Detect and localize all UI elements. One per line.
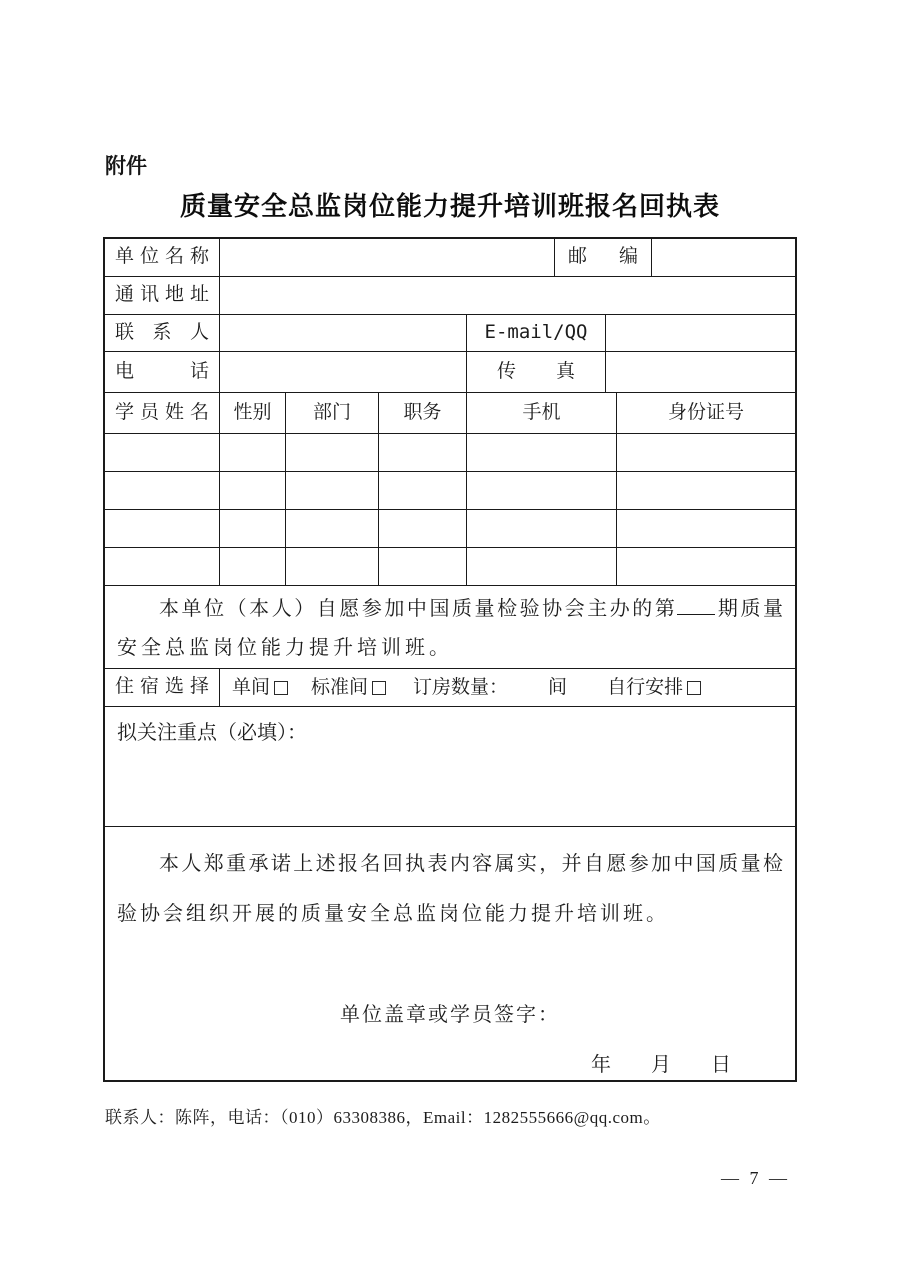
student-row bbox=[105, 510, 795, 548]
mobile-cell bbox=[467, 548, 617, 585]
accommodation-options bbox=[220, 669, 795, 706]
position-cell bbox=[379, 548, 467, 585]
department-cell bbox=[286, 548, 379, 585]
student-name-header: 学员姓名 bbox=[105, 393, 220, 433]
session-number-blank bbox=[677, 594, 715, 615]
department-cell bbox=[286, 510, 379, 547]
phone-label: 电话 bbox=[105, 352, 220, 392]
single-room-checkbox bbox=[274, 681, 288, 695]
declaration-row bbox=[105, 827, 795, 1080]
students-header-row bbox=[105, 393, 795, 434]
statement-text-pre: 本单位（本人）自愿参加中国质量检验协会主办的第 bbox=[159, 598, 678, 620]
self-arranged-option bbox=[607, 670, 701, 706]
registration-form-table bbox=[103, 237, 797, 1082]
student-name-cell bbox=[105, 510, 220, 547]
standard-room-checkbox bbox=[372, 681, 386, 695]
student-name-cell bbox=[105, 434, 220, 471]
mobile-cell bbox=[467, 472, 617, 509]
id-number-cell bbox=[617, 472, 795, 509]
id-number-cell bbox=[617, 434, 795, 471]
address-value-cell bbox=[220, 277, 795, 314]
single-room-label: 单间 bbox=[232, 676, 271, 698]
postal-code-value-cell bbox=[652, 239, 795, 276]
fax-label: 传真 bbox=[467, 352, 606, 392]
declaration-line2: 验协会组织开展的质量安全总监岗位能力提升培训班。 bbox=[117, 903, 669, 925]
position-cell bbox=[379, 510, 467, 547]
date-line: 年 月 日 bbox=[591, 1054, 731, 1076]
address-label: 通讯地址 bbox=[105, 277, 220, 314]
address-row bbox=[105, 277, 795, 315]
position-header: 职务 bbox=[379, 393, 467, 433]
department-cell bbox=[286, 434, 379, 471]
mobile-cell bbox=[467, 434, 617, 471]
mobile-header: 手机 bbox=[467, 393, 617, 433]
id-number-cell bbox=[617, 548, 795, 585]
contact-person-row bbox=[105, 315, 795, 352]
gender-cell bbox=[220, 434, 286, 471]
gender-header: 性别 bbox=[220, 393, 286, 433]
unit-name-value-cell bbox=[220, 239, 555, 276]
page-number: — 7 — bbox=[721, 1168, 790, 1188]
footer-contact: 联系人：陈阵，电话：（010）63308386，Email：1282555666@qq.com。 bbox=[105, 1108, 661, 1127]
student-row bbox=[105, 548, 795, 586]
email-qq-value-cell bbox=[606, 315, 795, 351]
enrollment-statement bbox=[105, 586, 795, 668]
gender-cell bbox=[220, 472, 286, 509]
focus-label: 拟关注重点（必填）： bbox=[117, 722, 307, 744]
postal-code-label: 邮编 bbox=[555, 239, 652, 276]
unit-name-row bbox=[105, 239, 795, 277]
contact-person-label: 联系人 bbox=[105, 315, 220, 351]
student-row bbox=[105, 472, 795, 510]
department-cell bbox=[286, 472, 379, 509]
position-cell bbox=[379, 434, 467, 471]
quantity-unit-label: 间 bbox=[548, 676, 568, 698]
statement-text-post: 期质量 bbox=[715, 598, 784, 620]
single-room-option bbox=[232, 670, 288, 706]
signature-label: 单位盖章或学员签字： bbox=[340, 1004, 560, 1026]
page-title: 质量安全总监岗位能力提升培训班报名回执表 bbox=[179, 191, 720, 221]
mobile-cell bbox=[467, 510, 617, 547]
declaration-line1: 本人郑重承诺上述报名回执表内容属实，并自愿参加中国质量检 bbox=[159, 853, 783, 875]
attachment-label: 附件 bbox=[105, 155, 147, 178]
unit-name-label: 单位名称 bbox=[105, 239, 220, 276]
position-cell bbox=[379, 472, 467, 509]
student-row bbox=[105, 434, 795, 472]
booking-quantity-label: 订房数量： bbox=[413, 676, 509, 698]
enrollment-statement-line2: 安全总监岗位能力提升培训班。 bbox=[117, 637, 453, 659]
accommodation-row bbox=[105, 669, 795, 707]
self-arranged-checkbox bbox=[687, 681, 701, 695]
fax-value-cell bbox=[606, 352, 795, 392]
self-arranged-label: 自行安排 bbox=[607, 676, 684, 698]
student-name-cell bbox=[105, 548, 220, 585]
accommodation-label: 住宿选择 bbox=[105, 669, 220, 706]
standard-room-label: 标准间 bbox=[311, 676, 369, 698]
department-header: 部门 bbox=[286, 393, 379, 433]
enrollment-statement-row bbox=[105, 586, 795, 669]
declaration-section bbox=[105, 827, 795, 1080]
enrollment-statement-line1 bbox=[117, 590, 783, 629]
focus-row bbox=[105, 707, 795, 827]
phone-row bbox=[105, 352, 795, 393]
student-name-cell bbox=[105, 472, 220, 509]
id-number-header: 身份证号 bbox=[667, 402, 744, 423]
email-qq-label: E-mail/QQ bbox=[467, 315, 606, 351]
gender-cell bbox=[220, 510, 286, 547]
id-number-cell bbox=[617, 510, 795, 547]
phone-value-cell bbox=[220, 352, 467, 392]
contact-person-value-cell bbox=[220, 315, 467, 351]
gender-cell bbox=[220, 548, 286, 585]
standard-room-option bbox=[311, 670, 386, 706]
